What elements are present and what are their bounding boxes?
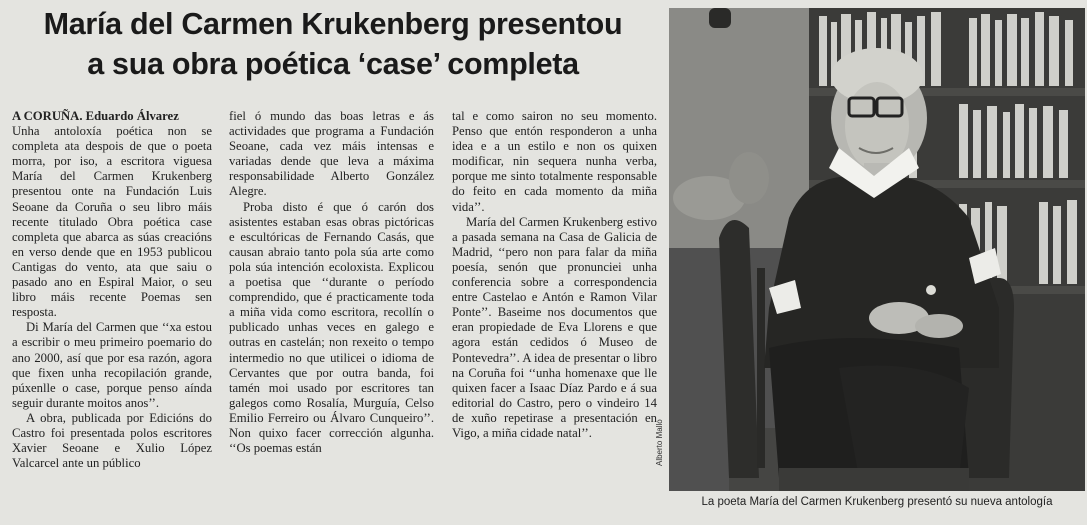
paragraph: fiel ó mundo das boas letras e ás actividades que programa a Fundación Seoane, cada vez máis intensas e variadas dende que leva a máxima responsabilidade Alberto González Alegre. (229, 109, 434, 199)
paragraph: Proba disto é que ó carón dos asistentes estaban esas obras pictóricas e escultóricas de Fernando Casás, que causan abraio tanto pola súa arte como pola súa intención ecoloxista. Explicou a poetisa que ‘‘durante o período comprendido, que é practicamente toda a miña vida como escritora, recollín o publicado unhas veces en galego e outras en castelán; non rexeito o tempo intermedio no que utilicei o idioma de Cervantes que por outra banda, foi tamén moi usado por escritores tan galegos como Rosalía, Murguía, Celso Emilio Ferreiro ou Álvaro Cunqueiro’’. Non quixo facer corrección algunha. ‘‘Os poemas están (229, 199, 434, 456)
paragraph: María del Carmen Krukenberg estivo a pasada semana na Casa de Galicia de Madrid, ‘‘pero non para falar da miña poesía, senón que pronunciei unha conferencia sobre a correspondencia entre Castelao e Antón e Ramon Vilar Ponte’’. Baseime nos documentos que eran propiedade de Eva Llorens e que agora están cedidos ó Museo de Pontevedra’’. A idea de presentar o libro na Coruña foi ‘‘unha homenaxe que lle quixen facer a Isaac Díaz Pardo e á sua editorial do Castro, pero o vindeiro 14 de xuño repetirase a presentación en Vigo, a miña cidade natal’’. (452, 214, 657, 440)
article-column-3 (452, 109, 657, 441)
portrait-photo (669, 8, 1085, 491)
headline-line-2: a sua obra poética ‘case’ completa (87, 47, 579, 81)
article-headline (8, 4, 658, 84)
paragraph: Di María del Carmen que ‘‘xa estou a escribir o meu primeiro poemario do ano 2000, así que por esa razón, agora que fixen unha recopilación grande, púxenlle o case, porque penso aínda seguir durante moitos anos’’. (12, 320, 212, 410)
portrait-illustration (669, 8, 1085, 491)
article-column-1 (12, 109, 212, 471)
paragraph: tal e como sairon no seu momento. Penso que entón responderon a unha idea e a un estilo e non os quixen modificar, nin sequera nunha verba, porque me sinto totalmente responsable do feito en cada momento da miña vida’’. (452, 109, 657, 214)
article-column-2 (229, 109, 434, 456)
paragraph: Unha antoloxía poética non se completa ata despois de que o poeta morra, por iso, a escritora viguesa María del Carmen Krukenberg presentou onte na Fundación Luis Seoane da Coruña o seu libro máis recente titulado Obra poética case completa que abarca as súas creacións en verso dende que en 1953 publicou Cantigas do vento, ata que saiu o pasado ano en Espiral Maior, o seu libro máis recente Poemas sen resposta. (12, 124, 212, 320)
photo-credit: Alberto Mallo (655, 419, 664, 466)
photo-caption: La poeta María del Carmen Krukenberg presentó su nueva antología (701, 496, 1053, 508)
byline: A CORUÑA. Eduardo Álvarez (12, 109, 179, 123)
headline-line-1: María del Carmen Krukenberg presentou (43, 7, 623, 41)
paragraph: A obra, publicada por Edicións do Castro foi presentada polos escritores Xavier Seoane e Xulio López Valcarcel ante un público (12, 410, 212, 471)
